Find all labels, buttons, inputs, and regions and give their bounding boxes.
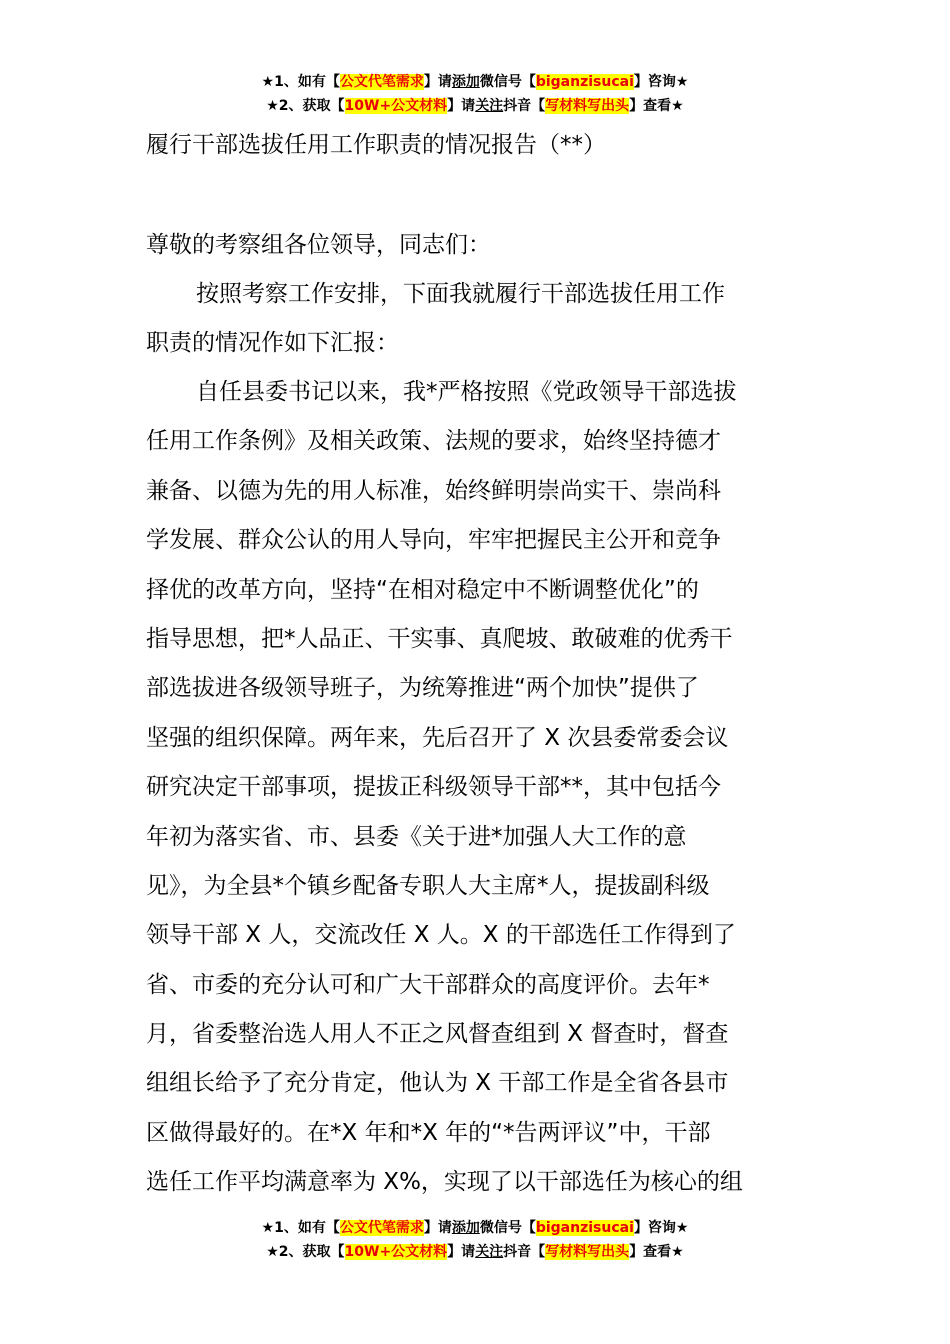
paragraph-intro bbox=[146, 270, 725, 369]
paragraph-line: 领导干部 X 人，交流改任 X 人。X 的干部选任工作得到了 bbox=[146, 922, 736, 949]
paragraph-line: 部选拔进各级领导班子，为统筹推进“两个加快”提供了 bbox=[146, 675, 699, 702]
paragraph-line: 坚强的组织保障。两年来，先后召开了 X 次县委常委会议 bbox=[146, 724, 729, 751]
promo-line-2: ★2、获取【10W+公文材料】请关注抖音【写材料写出头】查看★ bbox=[266, 98, 684, 114]
promo-highlight-douyin-account: 写材料写出头 bbox=[545, 98, 630, 114]
promo-highlight-service: 公文代笔需求 bbox=[339, 1220, 424, 1236]
paragraph-line: 研究决定干部事项，提拔正科级领导干部**，其中包括今 bbox=[146, 774, 721, 801]
promo-highlight-materials: 10W+公文材料 bbox=[344, 1244, 448, 1260]
paragraph-line: 选任工作平均满意率为 X%，实现了以干部选任为核心的组 bbox=[146, 1169, 743, 1196]
paragraph-line: 指导思想，把*人品正、干实事、真爬坡、敢破难的优秀干 bbox=[146, 625, 733, 652]
header-promo-banner bbox=[0, 70, 950, 118]
promo-line-2: ★2、获取【10W+公文材料】请关注抖音【写材料写出头】查看★ bbox=[266, 1244, 684, 1260]
paragraph-line: 兼备、以德为先的用人标准，始终鲜明崇尚实干、崇尚科 bbox=[146, 477, 721, 504]
promo-line-1: ★1、如有【公文代笔需求】请添加微信号【biganzisucai】咨询★ bbox=[261, 74, 689, 90]
salutation: 尊敬的考察组各位领导，同志们： bbox=[146, 232, 491, 258]
promo-highlight-wechat-id: biganzisucai bbox=[535, 1220, 634, 1236]
promo-highlight-materials: 10W+公文材料 bbox=[344, 98, 448, 114]
paragraph-line: 月，省委整治选人用人不正之风督查组到 X 督查时，督查 bbox=[146, 1021, 729, 1048]
footer-promo-banner bbox=[0, 1216, 950, 1264]
promo-line-1: ★1、如有【公文代笔需求】请添加微信号【biganzisucai】咨询★ bbox=[261, 1220, 689, 1236]
paragraph-line: 按照考察工作安排，下面我就履行干部选拔任用工作 bbox=[196, 281, 725, 307]
paragraph-line: 省、市委的充分认可和广大干部群众的高度评价。去年* bbox=[146, 971, 710, 998]
promo-highlight-service: 公文代笔需求 bbox=[339, 74, 424, 90]
paragraph-line: 学发展、群众公认的用人导向，牢牢把握民主公开和竞争 bbox=[146, 527, 721, 554]
paragraph-line: 任用工作条例》及相关政策、法规的要求，始终坚持德才 bbox=[146, 428, 721, 455]
promo-highlight-wechat-id: biganzisucai bbox=[535, 74, 634, 90]
paragraph-line: 区做得最好的。在*X 年和*X 年的“*告两评议”中，干部 bbox=[146, 1119, 711, 1146]
promo-highlight-douyin-account: 写材料写出头 bbox=[545, 1244, 630, 1260]
paragraph-line: 组组长给予了充分肯定，他认为 X 干部工作是全省各县市 bbox=[146, 1070, 729, 1097]
paragraph-line: 见》，为全县*个镇乡配备专职人大主席*人，提拔副科级 bbox=[146, 872, 710, 899]
document-title: 履行干部选拔任用工作职责的情况报告（**） bbox=[146, 132, 606, 158]
paragraph-body bbox=[146, 368, 743, 1208]
paragraph-line: 年初为落实省、市、县委《关于进*加强人大工作的意 bbox=[146, 823, 687, 850]
paragraph-line: 择优的改革方向，坚持“在相对稳定中不断调整优化”的 bbox=[146, 576, 699, 603]
paragraph-line: 职责的情况作如下汇报： bbox=[146, 330, 399, 357]
paragraph-line: 自任县委书记以来，我*严格按照《党政领导干部选拔 bbox=[196, 379, 737, 405]
